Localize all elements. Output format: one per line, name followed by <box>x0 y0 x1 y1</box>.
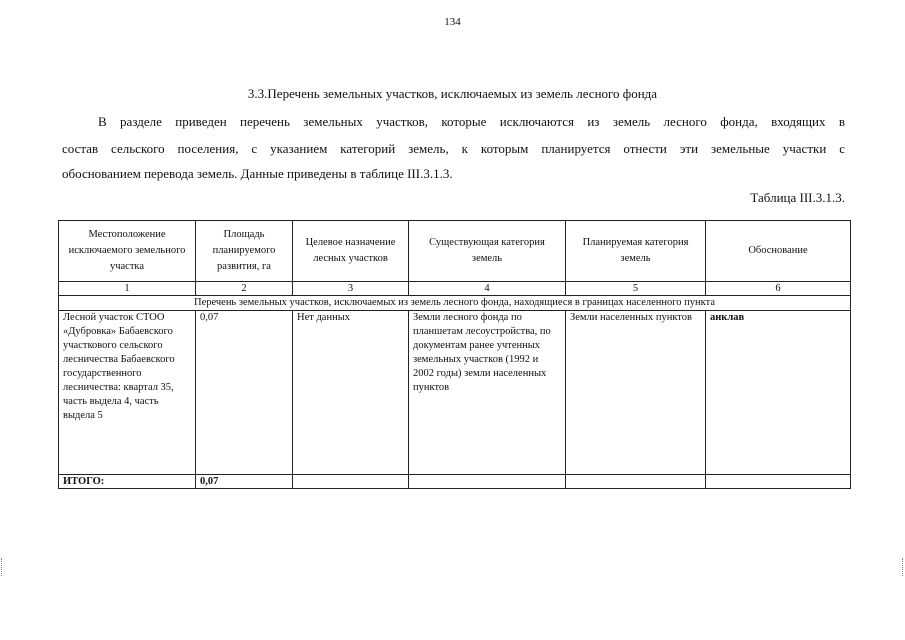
cell-planned-category: Земли населенных пунктов <box>566 311 706 475</box>
paragraph-line-2: состав сельского поселения, с указанием категорий земель, к которым планируется отнести эти земельные участки с <box>62 141 845 156</box>
scan-edge-mark-left <box>1 558 3 576</box>
column-number: 4 <box>409 282 566 296</box>
header-existing-category: Существующая категория земель <box>409 221 566 282</box>
total-area: 0,07 <box>196 475 293 489</box>
header-area: Площадь планируемого развития, га <box>196 221 293 282</box>
header-location: Местоположение исключаемого земельного участка <box>59 221 196 282</box>
page-number: 134 <box>444 16 461 28</box>
total-empty <box>293 475 409 489</box>
total-empty <box>706 475 851 489</box>
cell-justification: анклав <box>706 311 851 475</box>
table-caption: Таблица III.3.1.3. <box>750 190 845 205</box>
total-row <box>59 475 851 489</box>
column-number: 5 <box>566 282 706 296</box>
group-title-row <box>59 296 851 311</box>
total-label: ИТОГО: <box>59 475 196 489</box>
total-empty <box>409 475 566 489</box>
table-header-row <box>59 221 851 282</box>
header-justification: Обоснование <box>706 221 851 282</box>
cell-purpose: Нет данных <box>293 311 409 475</box>
table-row <box>59 311 851 475</box>
land-plots-table <box>58 220 851 489</box>
column-number: 6 <box>706 282 851 296</box>
section-heading: 3.3.Перечень земельных участков, исключаемых из земель лесного фонда <box>247 86 658 101</box>
column-number: 2 <box>196 282 293 296</box>
cell-area: 0,07 <box>196 311 293 475</box>
cell-existing-category: Земли лесного фонда по планшетам лесоустройства, по документам ранее учтенных земельных участков (1992 и 2002 годы) земли населенных пунктов <box>409 311 566 475</box>
total-empty <box>566 475 706 489</box>
cell-location: Лесной участок СТОО «Дубровка» Бабаевского участкового сельского лесничества Бабаевского государственного лесничества: квартал 35, часть выдела 4, часть выдела 5 <box>59 311 196 475</box>
group-title: Перечень земельных участков, исключаемых из земель лесного фонда, находящиеся в границах населенного пункта <box>59 296 851 311</box>
scan-edge-mark-right <box>902 558 904 576</box>
column-number: 1 <box>59 282 196 296</box>
paragraph-line-3: обоснованием перевода земель. Данные приведены в таблице III.3.1.3. <box>62 166 453 181</box>
header-purpose: Целевое назначение лесных участков <box>293 221 409 282</box>
header-planned-category: Планируемая категория земель <box>566 221 706 282</box>
column-number: 3 <box>293 282 409 296</box>
column-number-row <box>59 282 851 296</box>
paragraph-line-1: В разделе приведен перечень земельных участков, которые исключаются из земель лесного фонда, входящих в <box>98 114 845 129</box>
